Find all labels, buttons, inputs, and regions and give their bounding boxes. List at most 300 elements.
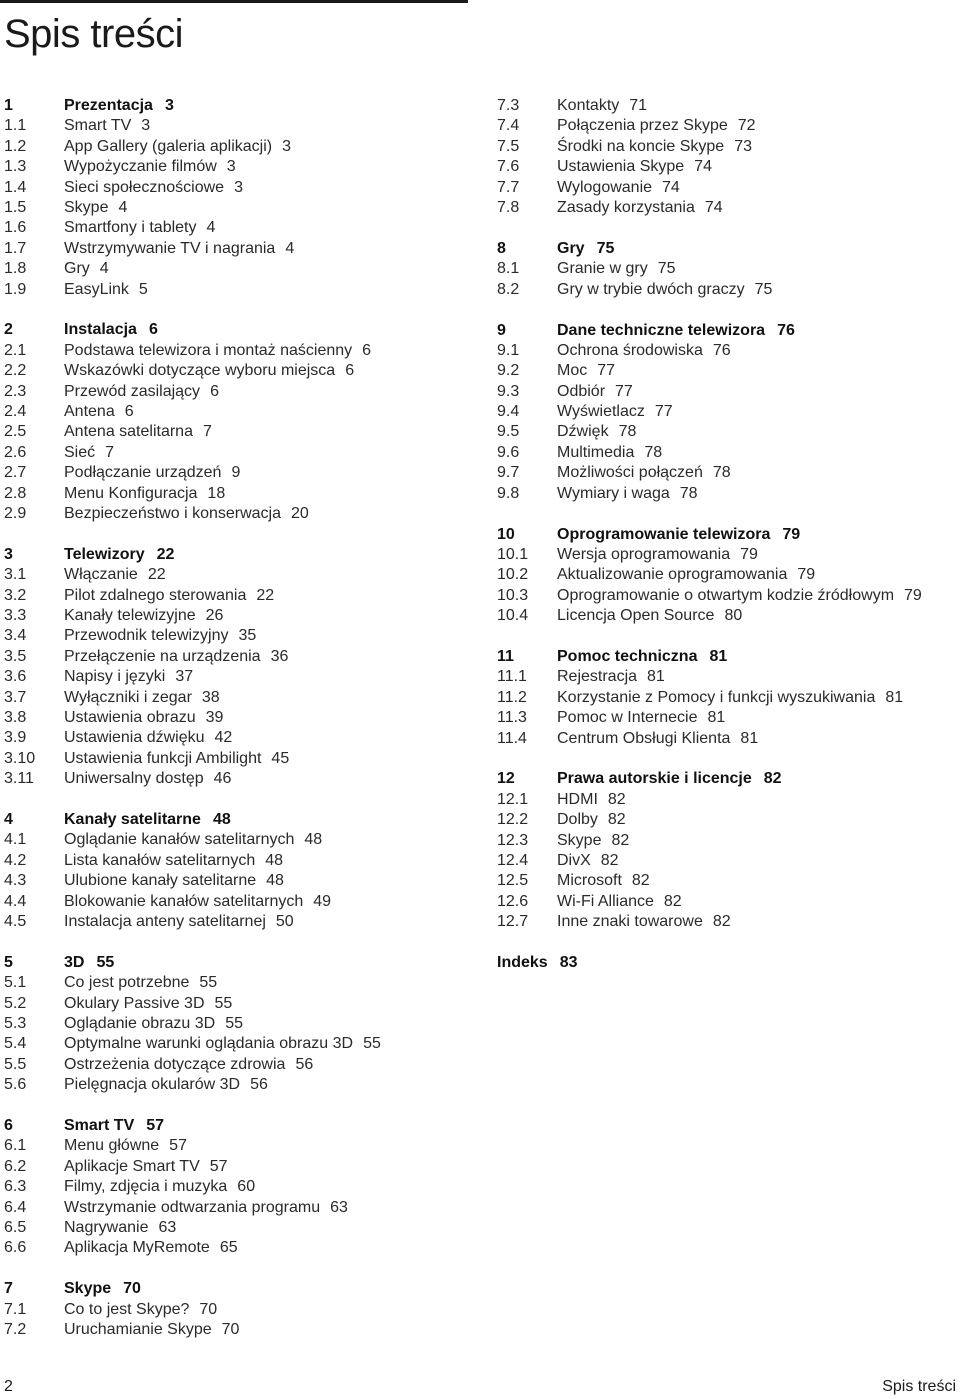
toc-entry-title: Co jest potrzebne [64, 974, 190, 992]
footer-page-number: 2 [4, 1378, 13, 1395]
toc-entry-page: 77 [597, 362, 616, 380]
toc-entry-title: Optymalne warunki oglądania obrazu 3D [64, 1035, 354, 1053]
toc-entry-title: Ustawienia obrazu [64, 708, 196, 726]
toc-entry-title: Pilot zdalnego sterowania [64, 586, 247, 604]
toc-entry-page: 49 [313, 892, 332, 910]
toc-entry-page: 56 [295, 1055, 314, 1073]
toc-entry-number: 5.1 [4, 974, 27, 992]
toc-entry-number: 3.3 [4, 606, 27, 624]
toc-entry-title: Pomoc w Internecie [557, 709, 698, 727]
toc-entry-page: 73 [734, 137, 752, 155]
toc-entry[interactable] [497, 708, 957, 728]
toc-entry-page: 71 [629, 97, 648, 114]
toc-entry-page: 74 [662, 178, 680, 196]
toc-entry-number: 10.1 [497, 545, 529, 563]
toc-entry-title: Wymiary i waga [557, 484, 670, 502]
toc-chapter-heading[interactable] [4, 1116, 474, 1136]
toc-entry-number: 3 [4, 545, 13, 563]
toc-entry-title: Instalacja anteny satelitarnej [64, 912, 266, 930]
toc-entry[interactable] [497, 463, 957, 483]
toc-entry-title: Ulubione kanały satelitarne [64, 872, 257, 890]
toc-entry[interactable] [4, 239, 474, 259]
toc-entry[interactable] [497, 422, 957, 442]
toc-entry-title: Przewodnik telewizyjny [64, 627, 229, 645]
toc-entry[interactable] [4, 1075, 474, 1095]
toc-entry-title: Wskazówki dotyczące wyboru miejsca [64, 362, 336, 380]
toc-entry-title: EasyLink [64, 280, 129, 298]
toc-entry-page: 22 [156, 545, 175, 563]
toc-entry-number: 3.4 [4, 627, 27, 645]
toc-entry[interactable] [4, 749, 474, 769]
toc-entry-title: DivX [557, 852, 591, 869]
toc-entry-page: 22 [147, 566, 166, 584]
toc-entry-page: 3 [141, 117, 151, 135]
toc-entry-page: 63 [330, 1198, 348, 1216]
toc-entry[interactable] [497, 892, 957, 912]
toc-entry[interactable] [4, 728, 474, 748]
toc-entry[interactable] [4, 1136, 474, 1156]
toc-entry[interactable] [4, 688, 474, 708]
toc-entry-number: 4.4 [4, 892, 27, 910]
toc-index-entry[interactable] [497, 953, 957, 973]
toc-entry-page: 63 [158, 1219, 177, 1237]
toc-entry-title: Inne znaki towarowe [557, 913, 703, 931]
toc-entry-title: Dane techniczne telewizora [557, 321, 766, 339]
toc-entry[interactable] [4, 1300, 474, 1320]
toc-entry[interactable] [4, 586, 474, 606]
toc-entry-title: Ostrzeżenia dotyczące zdrowia [64, 1055, 286, 1073]
toc-chapter [497, 647, 957, 749]
toc-entry-page: 55 [199, 974, 218, 992]
toc-entry[interactable] [4, 341, 474, 361]
toc-entry-number: 9.7 [497, 464, 520, 482]
toc-entry-title: Połączenia przez Skype [557, 117, 728, 135]
toc-entry-number: 10 [497, 525, 515, 543]
toc-chapter-heading[interactable] [4, 810, 474, 830]
toc-entry[interactable] [4, 912, 474, 932]
toc-entry-number: 7.3 [497, 97, 520, 114]
top-rule [0, 0, 468, 3]
toc-chapter [497, 525, 957, 627]
toc-entry[interactable] [497, 871, 957, 891]
toc-entry[interactable] [4, 851, 474, 871]
toc-entry-title: Wstrzymanie odtwarzania programu [64, 1198, 321, 1216]
toc-entry[interactable] [4, 871, 474, 891]
toc-entry[interactable] [497, 280, 957, 300]
toc-chapter-heading[interactable] [497, 769, 957, 789]
toc-entry-number: 9.3 [497, 382, 520, 400]
toc-entry-number: 11.2 [497, 688, 527, 706]
toc-entry-page: 75 [754, 280, 773, 298]
toc-entry-title: Okulary Passive 3D [64, 994, 205, 1012]
toc-entry-page: 81 [709, 647, 728, 665]
toc-entry-page: 77 [654, 403, 673, 421]
toc-entry-number: 12.1 [497, 790, 529, 808]
toc-entry-number: 2.1 [4, 341, 27, 359]
toc-entry-page: 81 [647, 668, 665, 686]
toc-entry-title: Przełączenie na urządzenia [64, 647, 261, 665]
toc-entry-number: 7.5 [497, 137, 520, 155]
toc-chapter-heading[interactable] [4, 953, 474, 973]
toc-entry[interactable] [497, 545, 957, 565]
toc-entry[interactable] [497, 361, 957, 381]
toc-entry[interactable] [4, 259, 474, 279]
toc-entry-title: Środki na koncie Skype [557, 137, 725, 155]
toc-entry-page: 80 [724, 607, 743, 625]
toc-entry-number: 6 [4, 1117, 13, 1135]
toc-entry-title: Uruchamianie Skype [64, 1321, 212, 1339]
toc-entry-title: Filmy, zdjęcia i muzyka [64, 1178, 228, 1196]
toc-entry[interactable] [497, 606, 957, 626]
toc-entry-page: 4 [99, 260, 109, 278]
toc-entry-page: 5 [138, 280, 148, 298]
toc-entry[interactable] [4, 463, 474, 483]
toc-chapter-heading[interactable] [4, 320, 474, 340]
toc-chapter-heading[interactable] [4, 96, 474, 116]
toc-entry-number: 3.2 [4, 586, 27, 604]
toc-entry[interactable] [4, 1238, 474, 1258]
toc-chapter-heading[interactable] [497, 647, 957, 667]
toc-entry-title: Prawa autorskie i licencje [557, 770, 752, 788]
toc-entry-number: 4.2 [4, 851, 27, 869]
toc-entry-title: Wersja oprogramowania [557, 545, 731, 563]
toc-entry-page: 60 [237, 1178, 256, 1196]
toc-entry-page: 37 [175, 668, 194, 686]
toc-entry[interactable] [497, 484, 957, 504]
toc-entry-title: Indeks [497, 954, 548, 972]
toc-entry-page: 48 [266, 872, 284, 890]
toc-entry-page: 7 [105, 443, 115, 461]
toc-entry-title: Smart TV [64, 1117, 135, 1135]
toc-entry[interactable] [4, 647, 474, 667]
toc-entry[interactable] [497, 96, 957, 116]
toc-entry[interactable] [4, 1055, 474, 1075]
toc-entry-title: Co to jest Skype? [64, 1300, 190, 1318]
toc-entry-title: Instalacja [64, 321, 137, 339]
toc-entry-title: Gry [557, 239, 585, 257]
toc-entry-number: 9 [497, 321, 506, 339]
toc-entry[interactable] [4, 218, 474, 238]
toc-entry-title: Wypożyczanie filmów [64, 158, 217, 176]
toc-entry-title: Podstawa telewizora i montaż naścienny [64, 341, 353, 359]
toc-entry[interactable] [4, 1198, 474, 1218]
toc-entry-page: 55 [225, 1015, 244, 1033]
toc-entry[interactable] [4, 1218, 474, 1238]
toc-entry[interactable] [497, 116, 957, 136]
toc-entry[interactable] [4, 892, 474, 912]
toc-entry-page: 79 [904, 586, 922, 604]
toc-entry-page: 81 [740, 729, 759, 747]
toc-entry-number: 7 [4, 1280, 13, 1298]
toc-entry[interactable] [4, 504, 474, 524]
toc-entry-number: 8 [497, 239, 506, 257]
toc-entry-number: 7.1 [4, 1300, 27, 1318]
toc-entry-title: Możliwości połączeń [557, 464, 703, 482]
toc-entry-number: 1.3 [4, 158, 27, 176]
toc-entry-number: 12.7 [497, 913, 529, 931]
toc-entry-page: 57 [209, 1157, 228, 1175]
toc-entry-title: Skype [557, 831, 602, 849]
toc-entry-title: Centrum Obsługi Klienta [557, 729, 731, 747]
toc-entry-title: Bezpieczeństwo i konserwacja [64, 504, 281, 522]
toc-entry-page: 76 [777, 321, 795, 339]
toc-entry[interactable] [4, 1157, 474, 1177]
toc-entry-number: 6.3 [4, 1178, 27, 1196]
toc-entry[interactable] [497, 688, 957, 708]
toc-entry-number: 6.6 [4, 1239, 27, 1257]
toc-entry-number: 11.4 [497, 729, 527, 747]
toc-entry-title: Kanały satelitarne [64, 811, 201, 828]
toc-entry-title: Aktualizowanie oprogramowania [557, 566, 788, 584]
toc-chapter-heading[interactable] [497, 525, 957, 545]
toc-entry-number: 11 [497, 647, 514, 665]
toc-entry-number: 12.4 [497, 852, 529, 869]
toc-entry-number: 2.2 [4, 362, 27, 380]
toc-chapter [4, 545, 474, 790]
toc-entry-title: Licencja Open Source [557, 607, 715, 625]
toc-entry[interactable] [4, 198, 474, 218]
toc-entry[interactable] [4, 280, 474, 300]
toc-entry-title: Wi-Fi Alliance [557, 892, 654, 910]
toc-entry[interactable] [4, 769, 474, 789]
toc-entry-number: 5.4 [4, 1035, 27, 1053]
toc-entry-number: 12 [497, 770, 515, 788]
toc-entry-number: 1.5 [4, 198, 27, 216]
toc-entry-number: 6.4 [4, 1198, 27, 1216]
toc-entry[interactable] [497, 851, 957, 871]
toc-chapter-heading[interactable] [4, 545, 474, 565]
toc-entry[interactable] [4, 116, 474, 136]
toc-chapter [497, 239, 957, 300]
toc-chapter-heading[interactable] [497, 321, 957, 341]
toc-chapter [497, 321, 957, 505]
toc-chapter [4, 1116, 474, 1259]
toc-entry[interactable] [497, 157, 957, 177]
toc-entry-number: 1.7 [4, 239, 27, 257]
toc-entry-number: 5.5 [4, 1055, 27, 1073]
toc-entry[interactable] [497, 729, 957, 749]
toc-entry-title: Gry w trybie dwóch graczy [557, 280, 745, 298]
toc-entry[interactable] [497, 790, 957, 810]
toc-entry-page: 55 [96, 953, 115, 971]
toc-entry[interactable] [497, 402, 957, 422]
toc-entry-number: 2.6 [4, 443, 27, 461]
toc-entry-title: Menu główne [64, 1137, 160, 1155]
toc-entry-page: 81 [707, 709, 726, 727]
toc-entry-number: 12.3 [497, 831, 529, 849]
toc-entry-number: 3.9 [4, 729, 27, 747]
toc-entry[interactable] [497, 810, 957, 830]
toc-chapter [497, 96, 957, 218]
toc-entry[interactable] [4, 484, 474, 504]
toc-entry-page: 6 [148, 321, 158, 339]
toc-entry-title: Granie w gry [557, 260, 648, 278]
toc-entry-title: Microsoft [557, 872, 622, 890]
toc-entry[interactable] [4, 565, 474, 585]
toc-entry-page: 3 [226, 158, 236, 176]
toc-entry-number: 2.5 [4, 423, 27, 441]
toc-entry[interactable] [4, 606, 474, 626]
toc-entry[interactable] [4, 382, 474, 402]
toc-entry-number: 7.2 [4, 1321, 27, 1339]
toc-entry-page: 78 [712, 464, 731, 482]
toc-entry-number: 9.1 [497, 341, 520, 359]
toc-entry[interactable] [4, 443, 474, 463]
toc-entry[interactable] [4, 1177, 474, 1197]
toc-entry-title: Nagrywanie [64, 1219, 149, 1237]
toc-entry-title: Podłączanie urządzeń [64, 464, 222, 482]
toc-entry-title: Włączanie [64, 566, 138, 584]
toc-entry-title: HDMI [557, 790, 598, 808]
toc-entry-number: 7.6 [497, 158, 520, 176]
toc-entry[interactable] [497, 831, 957, 851]
toc-entry-page: 6 [362, 341, 372, 359]
toc-entry-page: 70 [199, 1300, 218, 1318]
toc-entry-number: 2 [4, 321, 13, 339]
toc-entry[interactable] [4, 667, 474, 687]
toc-entry-title: Wyświetlacz [557, 403, 645, 421]
toc-entry[interactable] [4, 973, 474, 993]
toc-entry-title: Oglądanie kanałów satelitarnych [64, 831, 295, 849]
toc-entry[interactable] [4, 361, 474, 381]
toc-entry-page: 65 [219, 1239, 238, 1257]
toc-entry[interactable] [4, 626, 474, 646]
toc-entry-page: 55 [363, 1035, 381, 1053]
toc-entry-page: 3 [164, 97, 174, 114]
toc-entry-page: 4 [118, 198, 128, 216]
toc-entry-number: 9.2 [497, 362, 520, 380]
toc-entry-number: 9.8 [497, 484, 520, 502]
toc-entry[interactable] [497, 443, 957, 463]
toc-entry[interactable] [4, 1014, 474, 1034]
toc-entry-title: Gry [64, 260, 90, 278]
toc-entry-page: 82 [712, 913, 731, 931]
toc-entry[interactable] [497, 912, 957, 932]
toc-entry[interactable] [4, 708, 474, 728]
toc-entry-number: 9.4 [497, 403, 520, 421]
toc-entry[interactable] [497, 178, 957, 198]
page-title: Spis treści [4, 12, 183, 56]
toc-chapter [4, 810, 474, 932]
toc-entry-title: Wstrzymywanie TV i nagrania [64, 239, 276, 257]
toc-entry-title: Moc [557, 362, 588, 380]
toc-entry-title: Rejestracja [557, 668, 638, 686]
toc-entry-number: 12.6 [497, 892, 529, 910]
toc-left-column [4, 96, 474, 1361]
toc-entry-number: 1 [4, 97, 13, 114]
toc-entry-page: 75 [596, 239, 615, 257]
toc-chapter [4, 953, 474, 1096]
toc-entry-number: 1.2 [4, 137, 27, 155]
toc-entry[interactable] [4, 1320, 474, 1340]
toc-entry-title: Lista kanałów satelitarnych [64, 851, 256, 869]
toc-entry-number: 4.3 [4, 872, 27, 890]
toc-entry[interactable] [497, 586, 957, 606]
toc-entry[interactable] [497, 667, 957, 687]
toc-entry-number: 3.5 [4, 647, 27, 665]
toc-entry-title: Sieć [64, 443, 96, 461]
toc-entry-number: 5.2 [4, 994, 27, 1012]
toc-entry-page: 77 [615, 382, 633, 400]
toc-entry-page: 48 [212, 811, 231, 828]
toc-entry-number: 3.11 [4, 770, 34, 788]
toc-entry[interactable] [497, 137, 957, 157]
toc-entry-page: 75 [657, 260, 676, 278]
toc-entry-page: 7 [202, 423, 212, 441]
toc-entry[interactable] [497, 198, 957, 218]
toc-entry-number: 2.9 [4, 504, 27, 522]
toc-entry[interactable] [4, 137, 474, 157]
toc-entry-page: 3 [282, 137, 291, 155]
toc-entry-page: 82 [607, 811, 626, 829]
toc-entry-title: Kanały telewizyjne [64, 606, 196, 624]
toc-entry-title: Napisy i języki [64, 668, 166, 686]
toc-entry[interactable] [4, 157, 474, 177]
toc-entry-title: Smartfony i tablety [64, 219, 197, 237]
toc-entry-page: 82 [600, 852, 619, 869]
toc-chapter-heading[interactable] [4, 1279, 474, 1299]
toc-entry-number: 7.7 [497, 178, 520, 196]
toc-entry-page: 70 [123, 1280, 141, 1298]
toc-entry[interactable] [4, 830, 474, 850]
toc-entry-title: Ustawienia Skype [557, 158, 685, 176]
toc-entry[interactable] [497, 341, 957, 361]
toc-entry-page: 35 [238, 627, 257, 645]
toc-entry-title: Dźwięk [557, 423, 609, 441]
toc-entry-number: 3.6 [4, 668, 27, 686]
toc-entry[interactable] [4, 1034, 474, 1054]
toc-entry-number: 4.1 [4, 831, 27, 849]
toc-entry-title: Oprogramowanie o otwartym kodzie źródłowym [557, 586, 895, 604]
toc-entry[interactable] [497, 259, 957, 279]
toc-entry-number: 10.2 [497, 566, 529, 584]
toc-entry-page: 18 [207, 484, 226, 502]
toc-entry-page: 9 [231, 464, 241, 482]
toc-entry-number: 11.1 [497, 668, 527, 686]
toc-entry-title: Ustawienia dźwięku [64, 729, 205, 747]
toc-entry[interactable] [4, 994, 474, 1014]
toc-entry-page: 50 [275, 912, 294, 930]
toc-entry-number: 2.4 [4, 402, 27, 420]
toc-entry-page: 76 [712, 341, 731, 359]
toc-entry-page: 74 [694, 158, 712, 176]
toc-entry-page: 20 [291, 504, 309, 522]
toc-entry-page: 48 [265, 851, 284, 869]
toc-entry-page: 42 [214, 729, 233, 747]
toc-entry-title: Ustawienia funkcji Ambilight [64, 749, 262, 767]
toc-entry-title: Prezentacja [64, 97, 153, 114]
toc-entry[interactable] [4, 422, 474, 442]
toc-entry-number: 3.1 [4, 566, 27, 584]
toc-entry[interactable] [4, 178, 474, 198]
toc-entry-title: Uniwersalny dostęp [64, 770, 204, 788]
toc-entry-number: 7.8 [497, 198, 520, 216]
toc-entry-number: 3.8 [4, 708, 27, 726]
toc-entry-title: Pielęgnacja okularów 3D [64, 1076, 241, 1094]
toc-entry-title: Aplikacja MyRemote [64, 1239, 210, 1257]
toc-entry-page: 36 [270, 647, 289, 665]
toc-entry[interactable] [4, 402, 474, 422]
toc-chapter-heading[interactable] [497, 239, 957, 259]
toc-entry-page: 82 [607, 790, 626, 808]
toc-entry-page: 78 [618, 423, 637, 441]
toc-entry-number: 5 [4, 953, 13, 971]
toc-entry-page: 79 [782, 525, 801, 543]
toc-entry-page: 6 [210, 382, 219, 400]
toc-entry-title: Korzystanie z Pomocy i funkcji wyszukiwania [557, 688, 876, 706]
toc-entry[interactable] [497, 565, 957, 585]
toc-entry[interactable] [497, 382, 957, 402]
